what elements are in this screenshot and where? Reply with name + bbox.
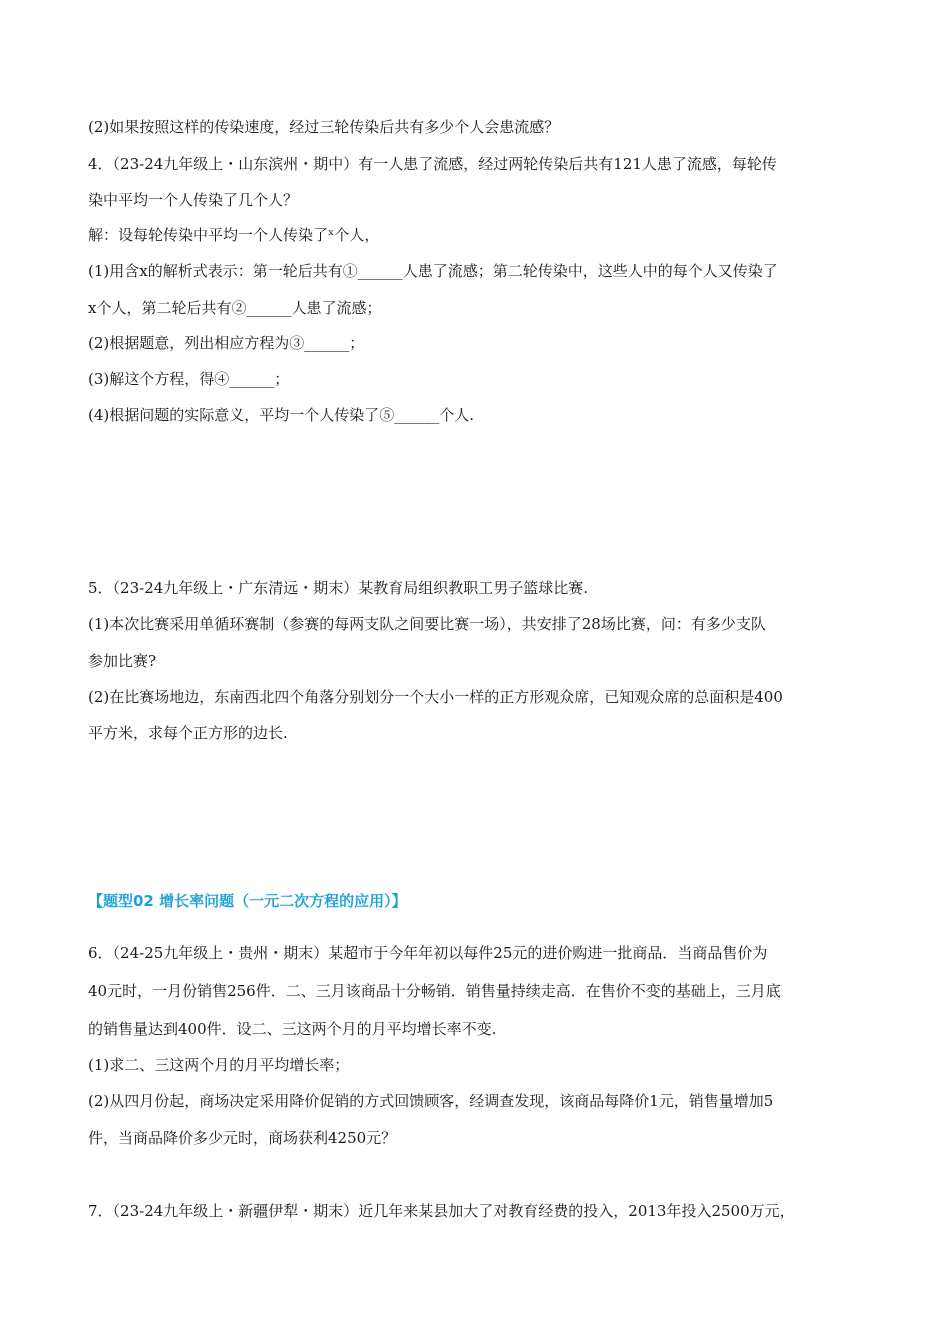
q4-line7: (3)解这个方程，得④______； — [88, 370, 290, 388]
q4-line1: 4．（23-24九年级上・山东滨州・期中）有一人患了流感，经过两轮传染后共有121人患了流感，每轮传 — [88, 155, 777, 173]
q4-line8: (4)根据问题的实际意义，平均一个人传染了⑤______个人. — [88, 406, 475, 424]
q5-line2: (1)本次比赛采用单循环赛制（参赛的每两支队之间要比赛一场），共安排了28场比赛，问：有多少支队 — [88, 615, 766, 633]
q5-line5: 平方米，求每个正方形的边长. — [88, 724, 288, 742]
q4-line5: x个人，第二轮后共有②______人患了流感； — [88, 299, 382, 317]
q5-line4: (2)在比赛场地边，东南西北四个角落分别划分一个大小一样的正方形观众席，已知观众席的总面积是400 — [88, 688, 783, 706]
q4-line4: (1)用含x的解析式表示：第一轮后共有①______人患了流感；第二轮传染中，这些人中的每个人又传染了 — [88, 262, 778, 280]
q4-line3: 解：设每轮传染中平均一个人传染了ˣ个人， — [88, 226, 380, 244]
q6-line4: (1)求二、三这两个月的月平均增长率； — [88, 1056, 350, 1074]
q4-line6: (2)根据题意，列出相应方程为③______； — [88, 334, 365, 352]
q5-line3: 参加比赛? — [88, 652, 157, 670]
q4-line2: 染中平均一个人传染了几个人？ — [88, 191, 299, 209]
q6-line5: (2)从四月份起，商场决定采用降价促销的方式回馈顾客，经调查发现，该商品每降价1元，销售量增加5 — [88, 1092, 774, 1110]
q5-line1: 5．（23-24九年级上・广东清远・期末）某教育局组织教职工男子篮球比赛. — [88, 579, 589, 597]
q7-line1: 7．（23-24九年级上・新疆伊犁・期末）近几年来某县加大了对教育经费的投入，2013年投入2500万元， — [88, 1202, 795, 1220]
q6-line2: 40元时，一月份销售256件．二、三月该商品十分畅销．销售量持续走高．在售价不变的基础上，三月底 — [88, 982, 781, 1000]
q3-part2: (2)如果按照这样的传染速度，经过三轮传染后共有多少个人会患流感？ — [88, 118, 560, 136]
q6-line6: 件，当商品降价多少元时，商场获利4250元？ — [88, 1129, 397, 1147]
section-heading: 【题型02 增长率问题（一元二次方程的应用）】 — [88, 892, 407, 910]
q6-line3: 的销售量达到400件．设二、三这两个月的月平均增长率不变. — [88, 1020, 497, 1038]
q6-line1: 6．（24-25九年级上・贵州・期末）某超市于今年年初以每件25元的进价购进一批商品．当商品售价为 — [88, 944, 768, 962]
